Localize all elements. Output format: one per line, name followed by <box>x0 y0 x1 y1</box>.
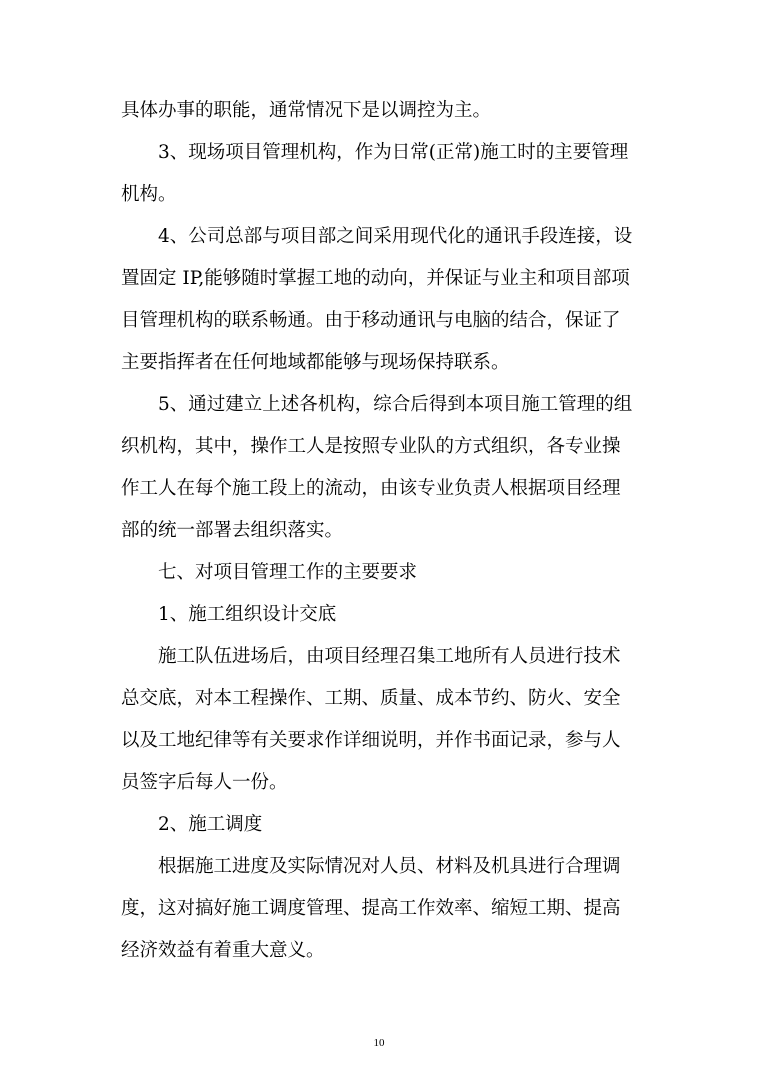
text-line: 部的统一部署去组织落实。 <box>121 520 344 541</box>
text-line: 3、现场项目管理机构，作为日常(正常)施工时的主要管理 <box>158 142 629 163</box>
text-line: 1、施工组织设计交底 <box>158 604 337 625</box>
page-number: 10 <box>373 1037 385 1049</box>
text-line: 作工人在每个施工段上的流动，由该专业负责人根据项目经理 <box>121 478 621 499</box>
text-line: 施工队伍进场后，由项目经理召集工地所有人员进行技术 <box>158 646 621 667</box>
text-line: 根据施工进度及实际情况对人员、材料及机具进行合理调 <box>158 856 621 877</box>
text-line: 4、公司总部与项目部之间采用现代化的通讯手段连接，设 <box>158 226 633 247</box>
text-line: 具体办事的职能，通常情况下是以调控为主。 <box>121 100 492 121</box>
text-line: 置固定 IP,能够随时掌握工地的动向，并保证与业主和项目部项 <box>121 268 630 289</box>
text-line: 以及工地纪律等有关要求作详细说明，并作书面记录，参与人 <box>121 730 621 751</box>
text-line: 度，这对搞好施工调度管理、提高工作效率、缩短工期、提高 <box>121 898 621 919</box>
text-line: 2、施工调度 <box>158 814 263 835</box>
text-line: 5、通过建立上述各机构，综合后得到本项目施工管理的组 <box>158 394 633 415</box>
text-line: 总交底，对本工程操作、工期、质量、成本节约、防火、安全 <box>121 688 621 709</box>
text-line: 员签字后每人一份。 <box>121 772 288 793</box>
text-line: 七、对项目管理工作的主要要求 <box>158 562 418 583</box>
text-line: 主要指挥者在任何地域都能够与现场保持联系。 <box>121 352 510 373</box>
text-line: 目管理机构的联系畅通。由于移动通讯与电脑的结合，保证了 <box>121 310 621 331</box>
text-line: 织机构，其中，操作工人是按照专业队的方式组织，各专业操 <box>121 436 621 457</box>
text-line: 经济效益有着重大意义。 <box>121 940 325 961</box>
text-line: 机构。 <box>121 184 177 205</box>
body-text <box>121 90 641 972</box>
